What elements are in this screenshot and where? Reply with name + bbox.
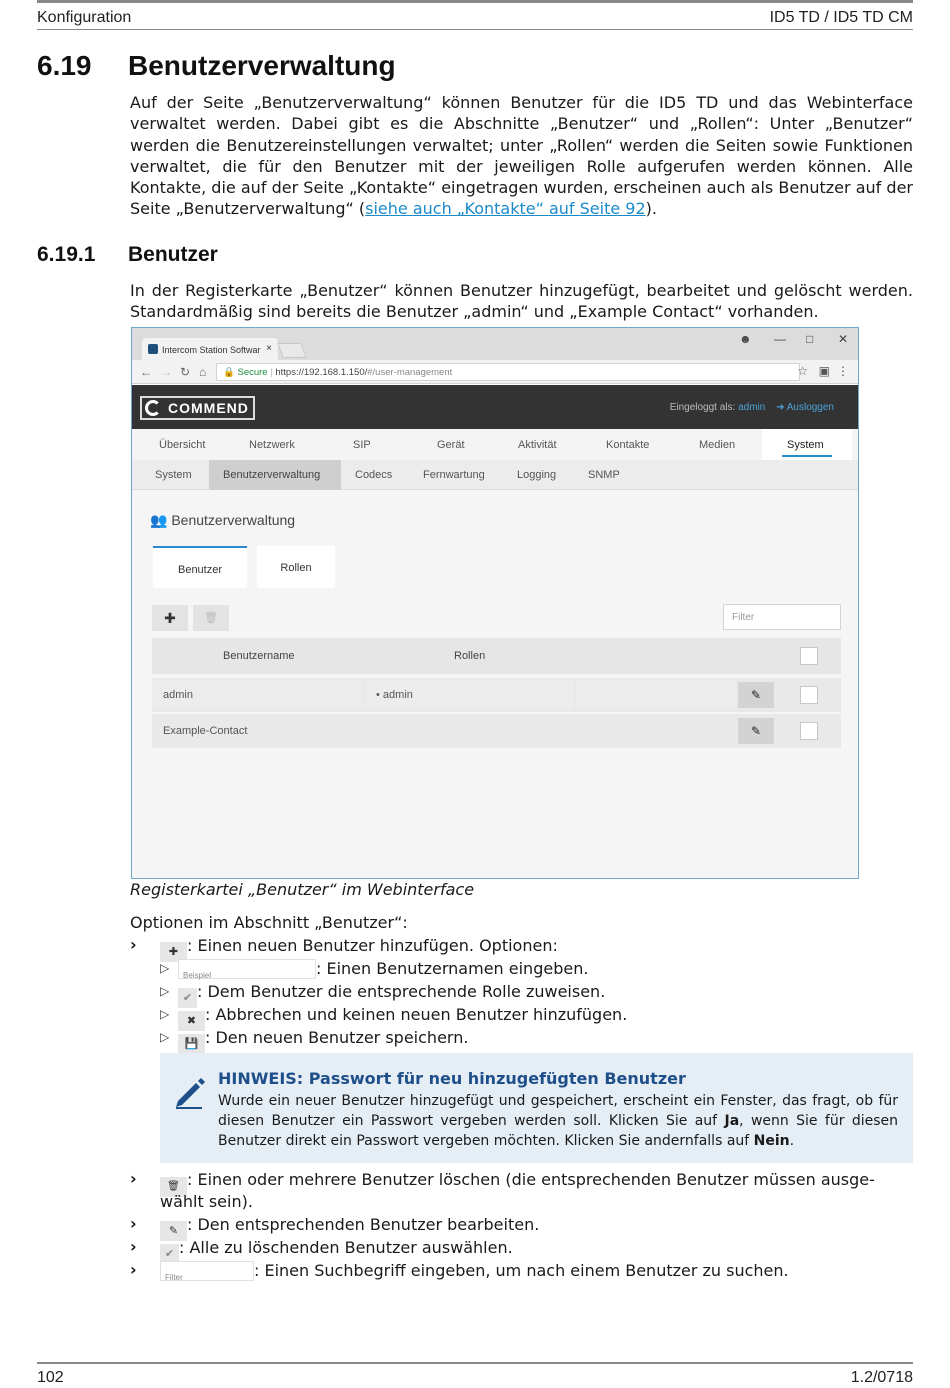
edit-user-button[interactable]: ✎	[738, 718, 774, 744]
option-edit-text: : Den entsprechenden Benutzer bearbeiten.	[187, 1215, 540, 1234]
option-select-all-text: : Alle zu löschenden Benutzer auswählen.	[179, 1238, 513, 1257]
hint-body	[218, 1091, 898, 1151]
sub-bullet-icon: ▷	[160, 1007, 170, 1021]
menu-system[interactable]	[762, 429, 852, 460]
trash-icon: 🗑	[160, 1177, 187, 1197]
subsection-intro: In der Registerkarte „Benutzer“ können Benutzer hinzugefügt, bearbeitet und gelöscht werden. Standardmäßig sind bereits die Benutzer „admin“ und „Example Contact“ vorhanden.	[130, 281, 913, 322]
lock-icon: 🔒	[223, 367, 235, 378]
close-tab-icon[interactable]: ×	[266, 343, 272, 354]
menu-uebersicht[interactable]: Übersicht	[159, 439, 206, 451]
hint-body-end: .	[789, 1133, 795, 1149]
browser-toolbar	[132, 360, 858, 384]
browser-titlebar	[132, 328, 858, 360]
option-cancel-text: : Abbrechen und keinen neuen Benutzer hinzufügen.	[205, 1005, 628, 1024]
page-content	[132, 490, 858, 879]
secure-label: Secure	[237, 367, 268, 378]
option-name-text: : Einen Benutzernamen eingeben.	[316, 959, 589, 978]
header-chapter: Konfiguration	[37, 9, 132, 26]
user-name: admin	[163, 689, 193, 701]
hint-no: Nein	[753, 1133, 790, 1149]
tab-benutzer[interactable]: Benutzer	[153, 546, 247, 588]
save-icon: 💾	[178, 1034, 205, 1054]
menu-system-label: System	[787, 439, 824, 451]
name-input-sample: Beispiel	[178, 959, 316, 979]
option-add-text: : Einen neuen Benutzer hinzufügen. Optionen:	[187, 936, 558, 955]
commend-logo	[140, 396, 255, 420]
user-role-text: admin	[382, 689, 413, 701]
user-name: Example-Contact	[163, 725, 248, 737]
option-role-text: : Dem Benutzer die entsprechende Rolle zuweisen.	[197, 982, 606, 1001]
minimize-icon[interactable]: —	[774, 332, 786, 346]
menu-kontakte[interactable]: Kontakte	[606, 439, 650, 451]
select-all-checkbox[interactable]	[800, 647, 818, 665]
bullet-icon: ›	[130, 1169, 137, 1188]
submenu-codecs[interactable]: Codecs	[355, 469, 393, 481]
bullet-icon: ›	[130, 1237, 137, 1256]
option-save	[178, 1027, 468, 1054]
menu-sip[interactable]: SIP	[353, 439, 371, 451]
back-icon[interactable]: ←	[140, 365, 152, 379]
kontakte-link[interactable]: siehe auch „Kontakte“ auf Seite 92	[365, 199, 646, 219]
pencil-icon	[172, 1073, 208, 1109]
page-title-text: Benutzerverwaltung	[171, 512, 296, 528]
bookmark-star-icon[interactable]: ☆	[797, 364, 808, 378]
table-row	[152, 678, 841, 712]
browser-tab-title: Intercom Station Softwar	[162, 345, 261, 355]
new-tab-button[interactable]	[277, 343, 306, 358]
section-intro-end: ).	[645, 199, 657, 219]
section-intro-text: Auf der Seite „Benutzerverwaltung“ können Benutzer für die ID5 TD und das Webinterface verwaltet werden. Dabei gibt es die Abschnitte „Benutzer“ und „Rollen“: Unter „Benutzer“ werden die Benutzereinstellungen verwaltet; unter „Rollen“ werden die Seiten sowie Funktionen verwaltet, die für den Benutzer mit der jeweiligen Rolle aufgerufen werden können. Alle Kontakte, die auf der Seite „Kontakte“ eingetragen wurden, erscheinen auch als Benutzer auf der Seite „Benutzerverwaltung“ (	[130, 93, 913, 219]
submenu-benutzerverwaltung[interactable]	[209, 460, 341, 490]
delete-user-button[interactable]: 🗑	[193, 605, 229, 631]
header-product: ID5 TD / ID5 TD CM	[769, 9, 913, 26]
subsection-number: 6.19.1	[37, 243, 96, 266]
menu-medien[interactable]: Medien	[699, 439, 736, 451]
option-delete	[160, 1169, 913, 1197]
menu-geraet[interactable]: Gerät	[437, 439, 465, 451]
section-number: 6.19	[37, 50, 92, 81]
filter-input-sample: Filter	[160, 1261, 254, 1281]
submenu-logging[interactable]: Logging	[517, 469, 557, 481]
users-icon: 👥	[150, 512, 168, 528]
main-menu	[132, 429, 858, 460]
submenu-fernwartung[interactable]: Fernwartung	[423, 469, 485, 481]
submenu-snmp[interactable]: SNMP	[588, 469, 620, 481]
login-status	[670, 402, 834, 413]
option-filter-text: : Einen Suchbegriff eingeben, um nach einem Benutzer zu suchen.	[254, 1261, 789, 1280]
user-role: • admin	[376, 689, 413, 701]
section-intro	[130, 92, 913, 220]
browser-tab[interactable]	[142, 338, 278, 360]
page-title	[150, 512, 295, 529]
profile-icon[interactable]: ☻	[739, 332, 752, 346]
edit-pencil-icon: ✎	[160, 1221, 187, 1241]
sub-bullet-icon: ▷	[160, 984, 170, 998]
submenu-benutzerverwaltung-label: Benutzerverwaltung	[223, 469, 321, 481]
home-icon[interactable]: ⌂	[199, 365, 207, 379]
add-user-button[interactable]: ✚	[152, 605, 188, 631]
subsection-title: Benutzer	[128, 243, 218, 266]
logout-link[interactable]: Ausloggen	[786, 402, 834, 413]
sub-menu	[132, 460, 858, 490]
hint-title: HINWEIS: Passwort für neu hinzugefügten Benutzer	[218, 1069, 686, 1088]
page-number: 102	[37, 1369, 64, 1386]
figure-caption: Registerkartei „Benutzer“ im Webinterface	[130, 880, 475, 899]
filter-input[interactable]: Filter	[723, 604, 841, 630]
bullet-icon: ›	[130, 1260, 137, 1279]
cancel-icon: ✖	[178, 1011, 205, 1031]
options-intro: Optionen im Abschnitt „Benutzer“:	[130, 913, 408, 932]
address-bar[interactable]: 🔒 Secure | https://192.168.1.150/#/user-management	[216, 363, 800, 381]
page-footer	[37, 1362, 913, 1388]
forward-icon[interactable]: →	[160, 365, 172, 379]
extension-icon[interactable]: ▣	[818, 364, 830, 378]
logout-icon[interactable]: ➜	[776, 402, 785, 413]
option-delete-text: : Einen oder mehrere Benutzer löschen (die entsprechenden Benutzer müssen ausge-	[187, 1170, 875, 1189]
plus-icon: ✚	[160, 942, 187, 962]
hint-body-text: Wurde ein neuer Benutzer hinzugefügt und gespeichert, erscheint ein Fenster, das fragt, ob für diesen Benutzer ein Passwort vergeben werden soll. Klicken Sie auf	[218, 1093, 898, 1129]
col-rollen: Rollen	[454, 650, 486, 662]
active-tab-underline	[782, 455, 832, 457]
maximize-icon[interactable]: □	[806, 332, 814, 346]
check-icon: ✔	[178, 988, 197, 1008]
row-checkbox[interactable]	[800, 722, 818, 740]
table-row	[152, 714, 841, 748]
tab-rollen[interactable]: Rollen	[257, 546, 335, 588]
login-user[interactable]: admin	[738, 402, 766, 413]
table-header	[152, 638, 841, 674]
login-label: Eingeloggt als:	[669, 402, 736, 413]
page-header	[37, 0, 913, 30]
app-header	[132, 385, 858, 429]
col-benutzername: Benutzername	[223, 650, 295, 662]
hint-body-text-2: , wenn Sie für diesen Benutzer direkt ein Passwort vergeben möchten. Klicken Sie andernfalls auf	[218, 1113, 898, 1149]
commend-logo-icon	[145, 400, 161, 416]
menu-dots-icon[interactable]: ⋮	[837, 364, 849, 378]
webinterface-screenshot	[131, 327, 859, 879]
empty-cell	[576, 680, 736, 710]
edit-user-button[interactable]: ✎	[738, 682, 774, 708]
option-filter	[160, 1260, 789, 1281]
option-delete-cont: wählt sein).	[160, 1192, 253, 1211]
section-heading	[37, 50, 396, 82]
sub-bullet-icon: ▷	[160, 1030, 170, 1044]
option-save-text: : Den neuen Benutzer speichern.	[205, 1028, 469, 1047]
reload-icon[interactable]: ↻	[180, 365, 191, 379]
menu-aktivitaet[interactable]: Aktivität	[518, 439, 557, 451]
checkbox-icon: ✔	[160, 1244, 179, 1264]
bullet-icon: ›	[130, 1214, 137, 1233]
row-checkbox[interactable]	[800, 686, 818, 704]
sub-bullet-icon: ▷	[160, 961, 170, 975]
document-version: 1.2/0718	[850, 1369, 913, 1386]
close-window-icon[interactable]: ✕	[838, 332, 849, 346]
url-host: https://192.168.1.150/	[275, 367, 368, 378]
commend-favicon-icon	[148, 344, 158, 354]
menu-netzwerk[interactable]: Netzwerk	[249, 439, 295, 451]
subsection-heading	[37, 243, 218, 267]
bullet-icon: ›	[130, 935, 137, 954]
hint-box	[160, 1053, 913, 1163]
url-path: #/user-management	[367, 367, 453, 378]
submenu-system[interactable]: System	[155, 469, 192, 481]
option-name	[178, 958, 588, 979]
logo-text: COMMEND	[168, 400, 249, 416]
section-title: Benutzerverwaltung	[128, 50, 396, 81]
hint-yes: Ja	[724, 1113, 740, 1129]
